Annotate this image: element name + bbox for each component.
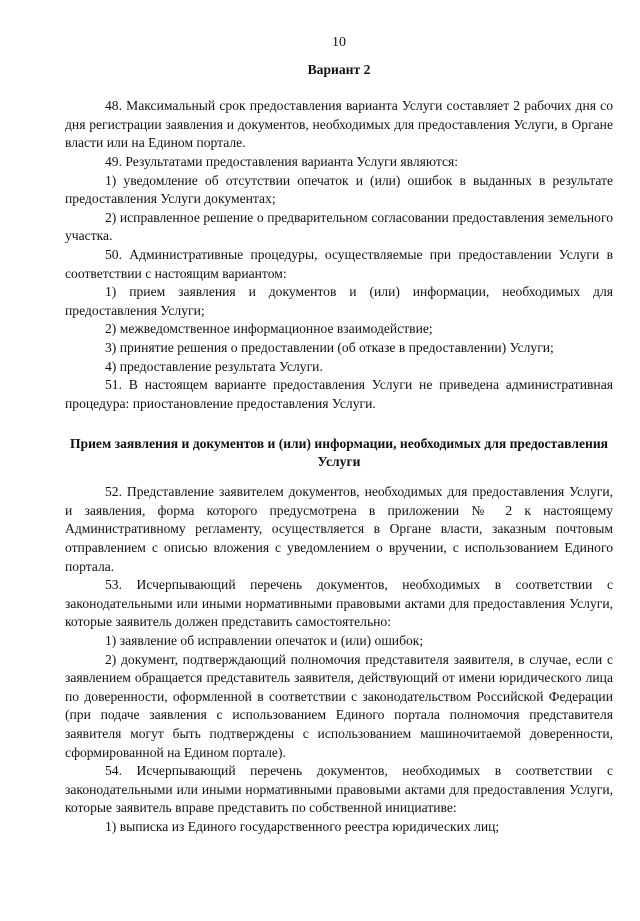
paragraph-53: 53. Исчерпывающий перечень документов, необходимых в соответствии с законодательными или иными нормативными правовыми актами для предоставления Услуги, которые заявитель должен представить самостоятельно: bbox=[65, 577, 613, 630]
paragraph-50: 50. Административные процедуры, осуществляемые при предоставлении Услуги в соответствии с настоящим вариантом: bbox=[65, 246, 613, 281]
paragraph-50-item-2: 2) межведомственное информационное взаимодействие; bbox=[105, 321, 433, 337]
paragraph-50-item-1: 1) прием заявления и документов и (или) информации, необходимых для предоставления Услуги; bbox=[65, 284, 613, 318]
paragraph-53-item-2: 2) документ, подтверждающий полномочия представителя заявителя, в случае, если с заявлением обращается представитель заявителя, действующий от имени юридического лица по доверенности, оформленной в соответствии с законодательством Российской Федерации (при подаче заявления с использованием Единого портала полномочия представителя заявителя могут быть подтверждены с использованием машиночитаемой доверенности, сформированной на Едином портале). bbox=[65, 651, 613, 760]
variant-heading: Вариант 2 bbox=[307, 61, 371, 77]
paragraph-51: 51. В настоящем варианте предоставления Услуги не приведена административная процедура: приостановление предоставления Услуги. bbox=[65, 377, 613, 411]
paragraph-block-1 bbox=[65, 97, 613, 413]
page-number: 10 bbox=[332, 35, 346, 50]
section-heading: Прием заявления и документов и (или) информации, необходимых для предоставления Услуги bbox=[69, 436, 609, 470]
paragraph-49: 49. Результатами предоставления варианта Услуги являются: bbox=[105, 153, 459, 169]
paragraph-block-2 bbox=[65, 483, 613, 836]
paragraph-49-item-1: 1) уведомление об отсутствии опечаток и (или) ошибок в выданных в результате предоставления Услуги документах; bbox=[65, 172, 613, 207]
paragraph-54-item-1: 1) выписка из Единого государственного реестра юридических лиц; bbox=[105, 818, 500, 834]
paragraph-50-item-4: 4) предоставление результата Услуги. bbox=[105, 358, 323, 374]
paragraph-53-item-1: 1) заявление об исправлении опечаток и (или) ошибок; bbox=[105, 633, 424, 649]
paragraph-48: 48. Максимальный срок предоставления варианта Услуги составляет 2 рабочих дня со дня регистрации заявления и документов, необходимых для предоставления Услуги, в Органе власти или на Едином портале. bbox=[65, 98, 613, 151]
paragraph-54: 54. Исчерпывающий перечень документов, необходимых в соответствии с законодательными или иными нормативными правовыми актами для предоставления Услуги, которые заявитель вправе представить по собственной инициативе: bbox=[65, 763, 613, 816]
document-page bbox=[65, 34, 613, 837]
paragraph-50-item-3: 3) принятие решения о предоставлении (об отказе в предоставлении) Услуги; bbox=[105, 339, 554, 355]
paragraph-52: 52. Представление заявителем документов, необходимых для предоставления Услуги, и заявления, форма которого предусмотрена в приложении № 2 к настоящему Административному регламенту, осуществляется в Органе власти, заказным почтовым отправлением с описью вложения с уведомлением о вручении, с использованием Единого портала. bbox=[65, 484, 613, 574]
paragraph-49-item-2: 2) исправленное решение о предварительном согласовании предоставления земельного участка. bbox=[65, 209, 613, 244]
